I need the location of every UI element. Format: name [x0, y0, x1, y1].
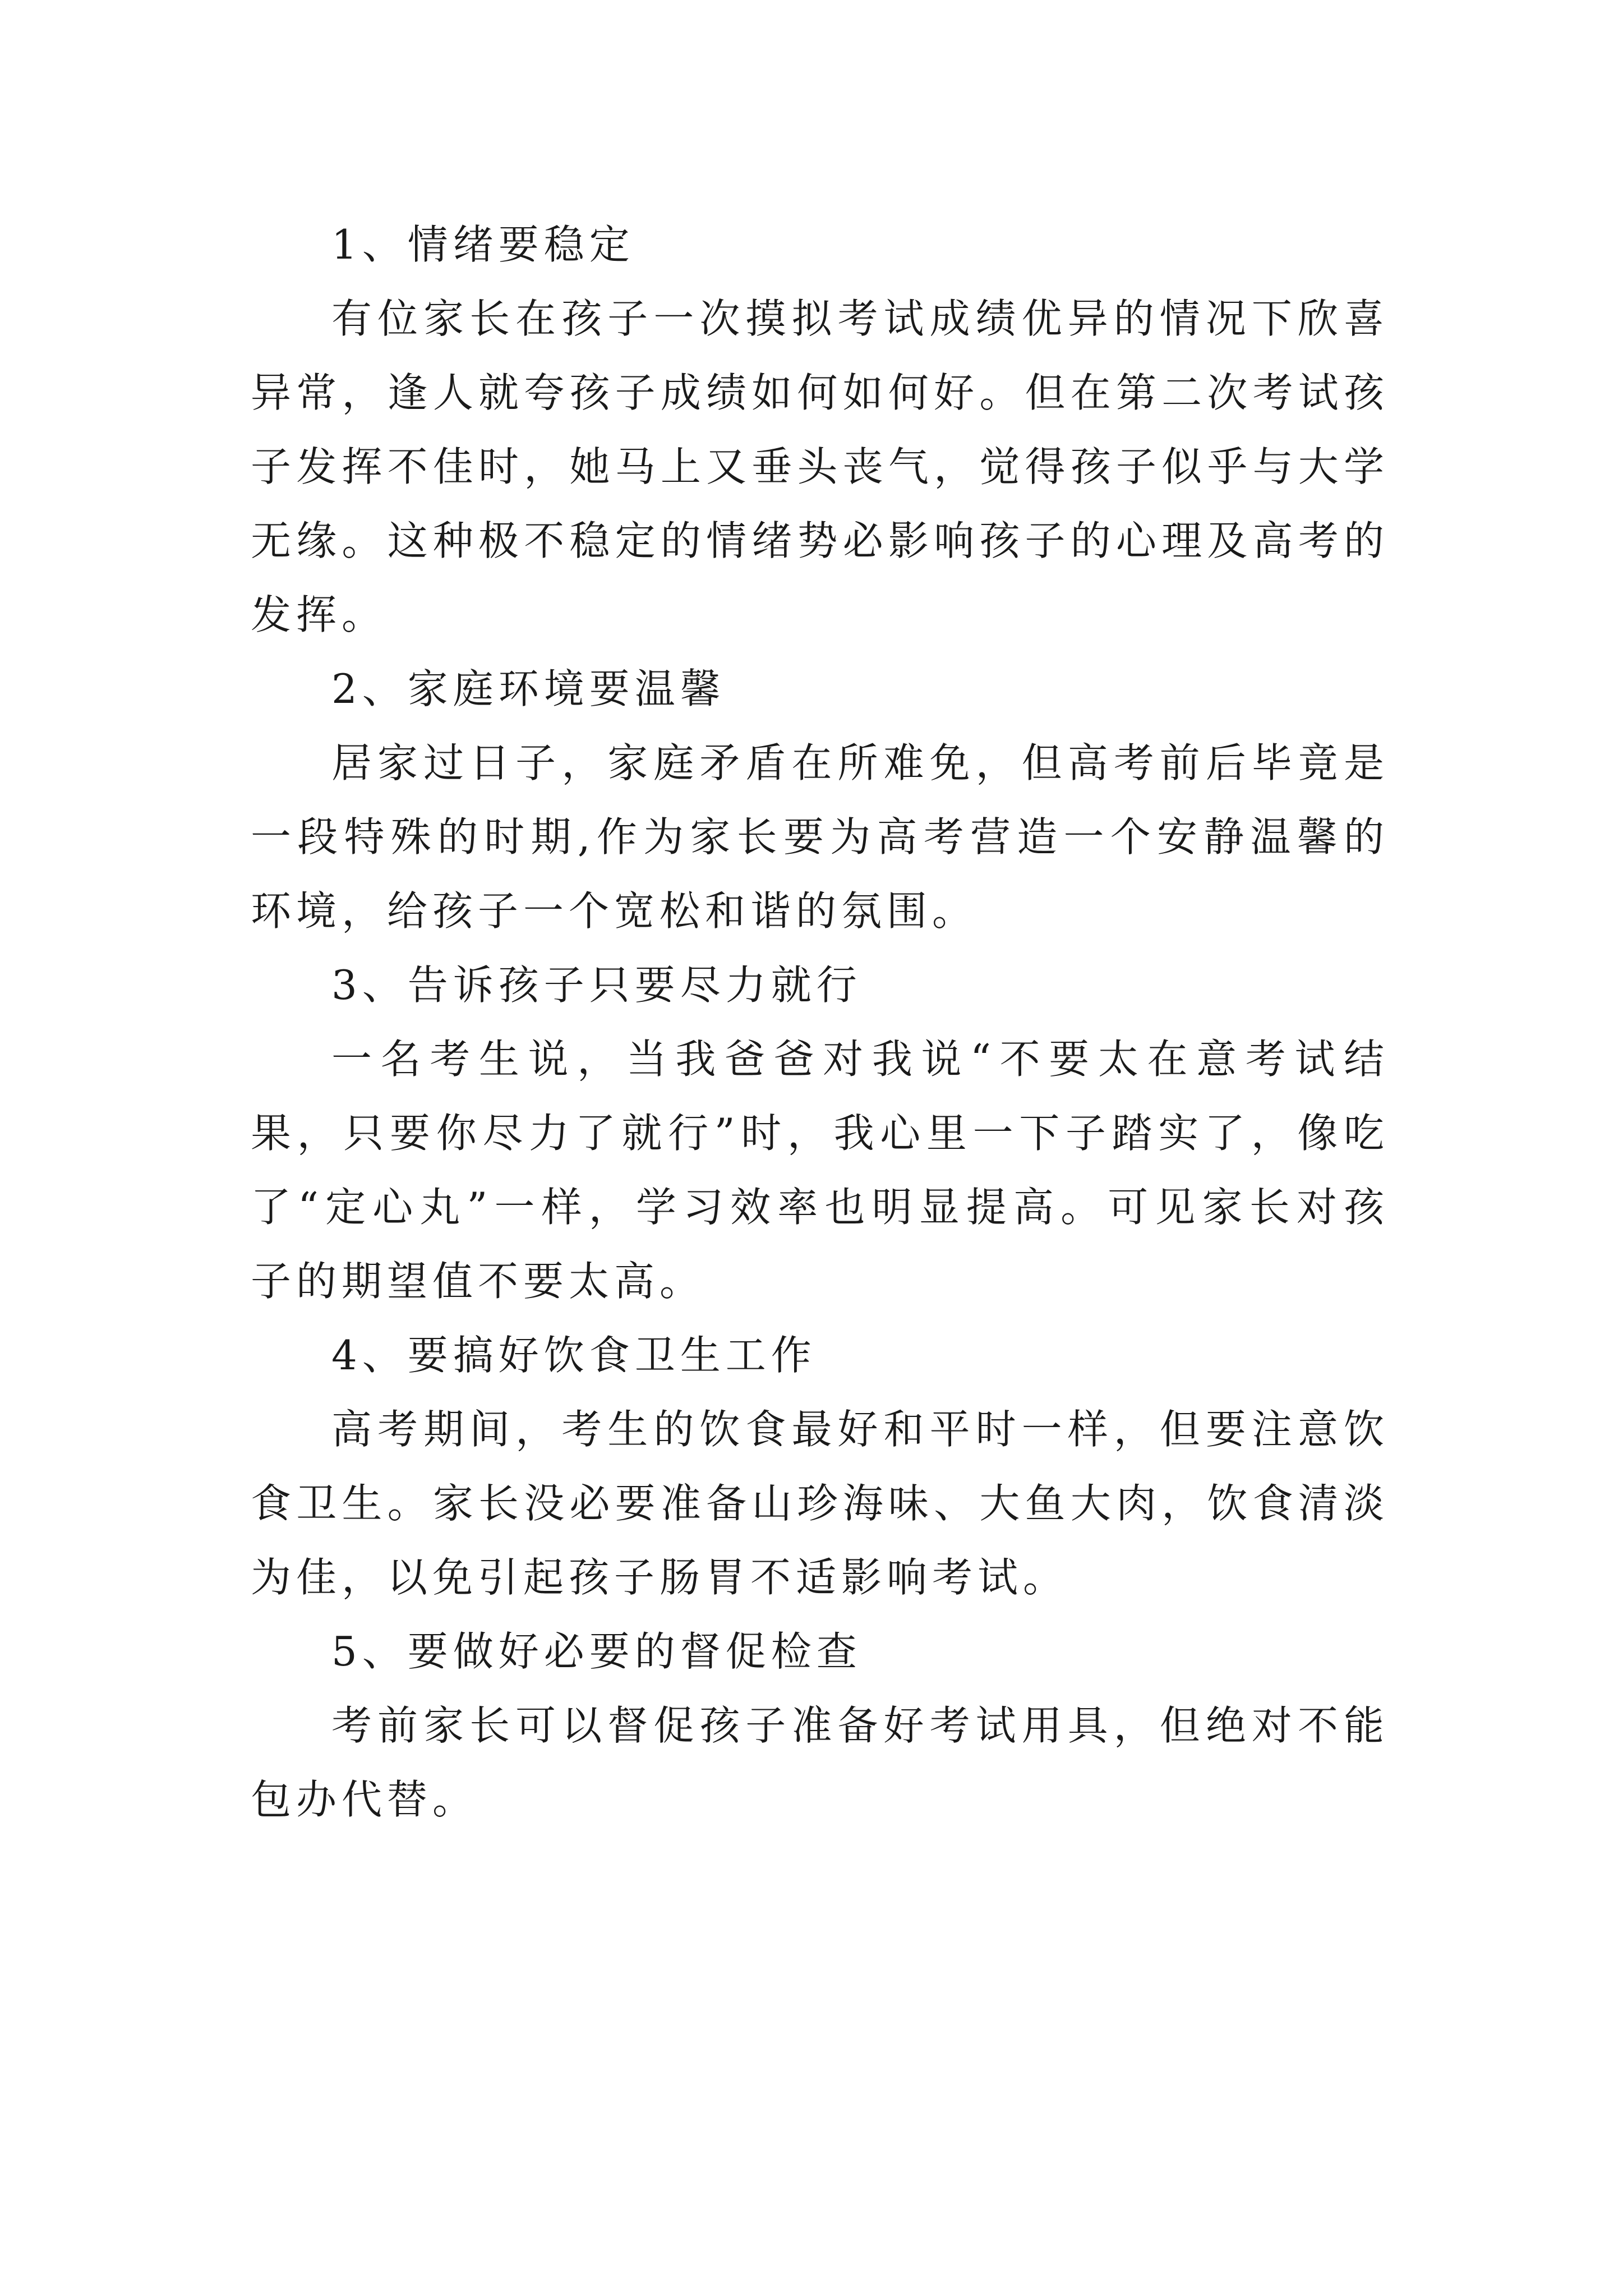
paragraph-emotion: 有位家长在孩子一次摸拟考试成绩优异的情况下欣喜异常，逢人就夸孩子成绩如何如何好。但在第二次考试孩子发挥不佳时，她马上又垂头丧气，觉得孩子似乎与大学无缘。这种极不稳定的情绪势必影响孩子的心理及高考的发挥。 — [251, 295, 1389, 638]
paragraph-supervise-check: 考前家长可以督促孩子准备好考试用具，但绝对不能包办代替。 — [251, 1702, 1389, 1823]
document-body — [251, 208, 1389, 1837]
heading-do-your-best: 3、告诉孩子只要尽力就行 — [331, 961, 862, 1009]
paragraph-family-environment: 居家过日子，家庭矛盾在所难免，但高考前后毕竟是一段特殊的时期,作为家长要为高考营造一个安静温馨的环境，给孩子一个宽松和谐的氛围。 — [251, 739, 1389, 935]
paragraph-food-hygiene: 高考期间，考生的饮食最好和平时一样，但要注意饮食卫生。家长没必要准备山珍海味、大鱼大肉，饮食清淡为佳，以免引起孩子肠胃不适影响考试。 — [251, 1406, 1389, 1601]
heading-food-hygiene: 4、要搞好饮食卫生工作 — [331, 1332, 817, 1379]
heading-supervise-check: 5、要做好必要的督促检查 — [331, 1628, 862, 1675]
heading-emotion-stable: 1、情绪要稳定 — [331, 221, 635, 268]
heading-family-environment: 2、家庭环境要温馨 — [331, 665, 726, 712]
paragraph-do-your-best: 一名考生说，当我爸爸对我说“不要太在意考试结果，只要你尽力了就行”时，我心里一下子踏实了，像吃了“定心丸”一样，学习效率也明显提高。可见家长对孩子的期望值不要太高。 — [251, 1036, 1389, 1305]
